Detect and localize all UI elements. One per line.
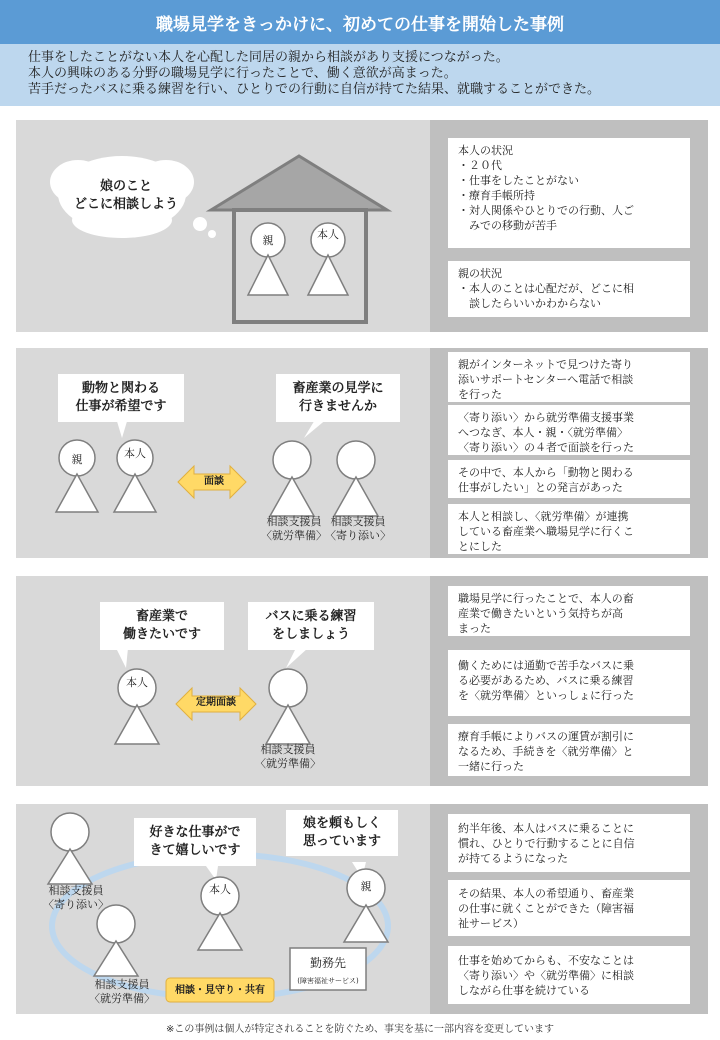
staff-yorisoi-label: 相談支援員 〈寄り添い〉 xyxy=(43,884,109,911)
panel-3-bubble-right: バスに乗る練習 をしましょう xyxy=(248,602,374,650)
staff-shuro-label: 相談支援員 〈就労準備〉 xyxy=(255,743,321,770)
staff-yorisoi-head-icon xyxy=(337,441,375,479)
staff-shuro-label: 相談支援員 〈就労準備〉 xyxy=(89,978,155,1005)
staff-yorisoi-body-icon xyxy=(334,477,378,516)
staff-yorisoi-label: 相談支援員 〈寄り添い〉 xyxy=(325,515,391,542)
staff-shuro-head-icon xyxy=(273,441,311,479)
summary-line-2: 本人の興味のある分野の職場見学に行ったことで、働く意欲が高まった。 xyxy=(28,66,457,81)
panel-1-note-2: 親の状況 ・本人のことは心配だが、どこに相 談したらいいかわからない xyxy=(448,261,690,317)
panel-2-note-2: 〈寄り添い〉から就労準備支援事業 へつなぎ、本人・親・〈就労準備〉 〈寄り添い〉の４者で面談を行った xyxy=(448,405,690,455)
workplace-label: 勤務先 xyxy=(309,956,346,970)
panel-1-illustration xyxy=(16,120,430,332)
self-body-icon xyxy=(114,474,156,512)
summary-line-3: 苦手だったバスに乗る練習を行い、ひとりでの行動に自信が持てた結果、就職することができた。 xyxy=(28,82,601,97)
meeting-label: 面談 xyxy=(204,476,224,487)
self-label: 本人 xyxy=(209,883,231,896)
summary xyxy=(0,44,720,106)
staff-yorisoi-body-icon xyxy=(48,849,92,884)
panel-4-bubble-right: 娘を頼もしく 思っています xyxy=(286,810,398,856)
staff-shuro-label: 相談支援員 〈就労準備〉 xyxy=(261,515,327,542)
panel-4-note-1: 約半年後、本人はバスに乗ることに 慣れ、ひとりで行動することに自信 が持てるようになった xyxy=(448,814,690,872)
panel-3-bubble-left: 畜産業で 働きたいです xyxy=(100,602,224,650)
staff-shuro-body-icon xyxy=(270,477,314,516)
staff-shuro-body-icon xyxy=(266,705,310,744)
panel-2-bubble-left: 動物と関わる 仕事が希望です xyxy=(58,374,184,422)
self-body-icon xyxy=(198,913,242,950)
self-label: 本人 xyxy=(126,676,148,689)
panel-4-note-2: その結果、本人の希望通り、畜産業 の仕事に就くことができた（障害福 祉サービス） xyxy=(448,880,690,936)
staff-shuro-head-icon xyxy=(269,669,307,707)
panel-2-note-1: 親がインターネットで見つけた寄り 添いサポートセンターへ電話で相談 を行った xyxy=(448,352,690,402)
panel-3-note-2: 働くためには通勤で苦手なバスに乗 る必要があるため、バスに乗る練習 を〈就労準備〉といっしょに行った xyxy=(448,650,690,716)
panel-2-note-4: 本人と相談し、〈就労準備〉が連携 している畜産業へ職場見学に行くこ とにした xyxy=(448,504,690,554)
house-roof-icon xyxy=(211,156,387,210)
staff-yorisoi-head-icon xyxy=(51,813,89,851)
footer-note: ※この事例は個人が特定されることを防ぐため、事実を基に一部内容を変更しています xyxy=(166,1024,554,1035)
staff-shuro-body-icon xyxy=(94,941,138,976)
self-label: 本人 xyxy=(124,447,146,460)
house-icon xyxy=(234,210,366,322)
workplace-sub-label: (障害福祉サービス) xyxy=(297,977,359,985)
thought-text: 娘のこと どこに相談しよう xyxy=(73,179,178,212)
panel-3-note-3: 療育手帳によりバスの運賃が割引に なるため、手続きを〈就労準備〉と 一緒に行った xyxy=(448,724,690,776)
panel-1-note-1: 本人の状況 ・２０代 ・仕事をしたことがない ・療育手帳所持 ・対人関係やひとりでの行動、人ご みでの移動が苦手 xyxy=(448,138,690,248)
panel-2-bubble-right: 畜産業の見学に 行きませんか xyxy=(276,374,400,422)
parent-label: 親 xyxy=(262,234,274,247)
self-body-icon xyxy=(115,705,159,744)
panel-4-note-3: 仕事を始めてからも、不安なことは 〈寄り添い〉や〈就労準備〉に相談 しながら仕事を続けている xyxy=(448,946,690,1004)
summary-line-1: 仕事をしたことがない本人を心配した同居の親から相談があり支援につながった。 xyxy=(28,50,509,65)
self-label: 本人 xyxy=(317,228,339,241)
parent-label: 親 xyxy=(360,880,372,893)
support-label: 相談・見守り・共有 xyxy=(175,985,265,996)
panel-2-note-3: その中で、本人から「動物と関わる 仕事がしたい」との発言があった xyxy=(448,460,690,498)
page-title: 職場見学をきっかけに、初めての仕事を開始した事例 xyxy=(0,0,720,44)
regular-meeting-label: 定期面談 xyxy=(196,697,236,708)
parent-body-icon xyxy=(56,474,98,512)
panel-3-note-1: 職場見学に行ったことで、本人の畜 産業で働きたいという気持ちが高 まった xyxy=(448,586,690,636)
parent-label: 親 xyxy=(71,453,83,466)
panel-4-bubble-left: 好きな仕事がで きて嬉しいです xyxy=(134,818,256,866)
